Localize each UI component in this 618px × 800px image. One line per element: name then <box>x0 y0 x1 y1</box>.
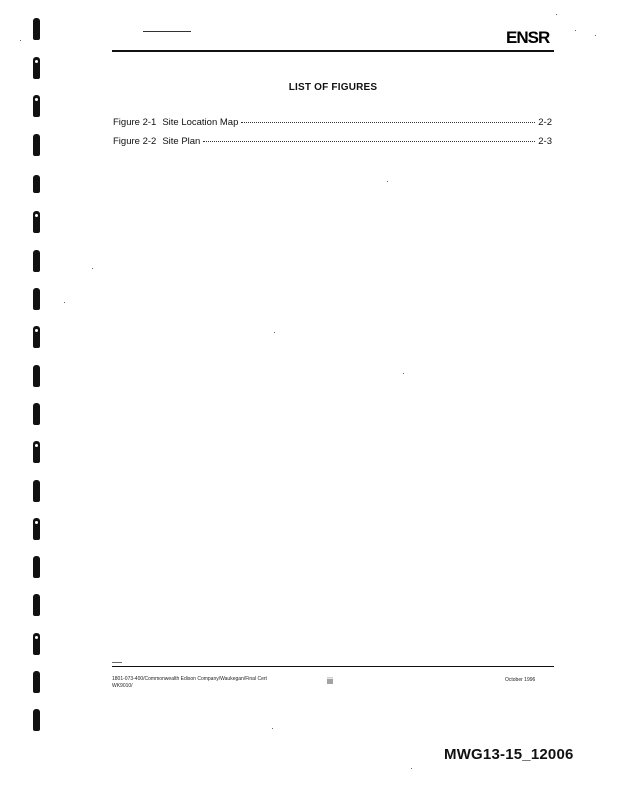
figure-number: Figure 2-2 <box>113 136 157 147</box>
binder-hole <box>33 403 40 425</box>
binder-hole <box>33 480 40 502</box>
bates-stamp: MWG13-15_12006 <box>444 746 574 763</box>
scan-speck <box>274 332 275 333</box>
binder-hole <box>33 594 40 616</box>
binder-hole <box>33 671 40 693</box>
binder-hole <box>33 709 40 731</box>
header-short-rule <box>143 31 191 32</box>
footer-date: October 1996 <box>505 677 536 683</box>
binder-hole <box>33 250 40 272</box>
header-rule <box>112 50 554 52</box>
binder-hole <box>33 134 40 156</box>
scan-speck <box>92 268 93 269</box>
figure-number: Figure 2-1 <box>113 117 157 128</box>
scan-speck <box>411 768 412 769</box>
binder-hole <box>33 175 40 193</box>
binder-hole <box>33 365 40 387</box>
figure-title: Site Location Map <box>162 117 239 128</box>
scan-speck <box>556 14 557 15</box>
figure-list <box>113 117 552 155</box>
dot-leader <box>241 122 535 123</box>
footer-document-line: 1801-073-400/Commonwealth Edison Company/Waukegan/Final Cert <box>112 676 267 682</box>
binder-hole <box>33 18 40 40</box>
footer-document-id <box>112 676 267 690</box>
ensr-logo: ENSR <box>506 28 550 47</box>
binder-hole <box>33 441 40 463</box>
page-title: LIST OF FIGURES <box>288 82 378 93</box>
binder-hole <box>33 288 40 310</box>
dot-leader <box>203 141 535 142</box>
figure-entry <box>113 117 552 136</box>
figure-title: Site Plan <box>162 136 201 147</box>
footer-short-rule <box>112 662 122 663</box>
binder-hole <box>33 211 40 233</box>
binder-hole <box>33 57 40 79</box>
scan-speck <box>387 181 388 182</box>
footer-document-code: WK9010/ <box>112 683 133 689</box>
scan-speck <box>575 30 576 31</box>
binder-hole <box>33 518 40 540</box>
binder-hole <box>33 633 40 655</box>
figure-entry <box>113 136 552 155</box>
footer-rule <box>112 666 554 667</box>
binder-hole <box>33 95 40 117</box>
figure-page: 2-3 <box>538 136 552 147</box>
scan-speck <box>595 35 596 36</box>
scan-speck <box>272 728 273 729</box>
binder-hole <box>33 556 40 578</box>
figure-page: 2-2 <box>538 117 552 128</box>
footer-page-number: iii <box>327 676 333 686</box>
scan-speck <box>403 373 404 374</box>
binder-hole <box>33 326 40 348</box>
scan-speck <box>64 302 65 303</box>
scan-speck <box>20 40 21 41</box>
